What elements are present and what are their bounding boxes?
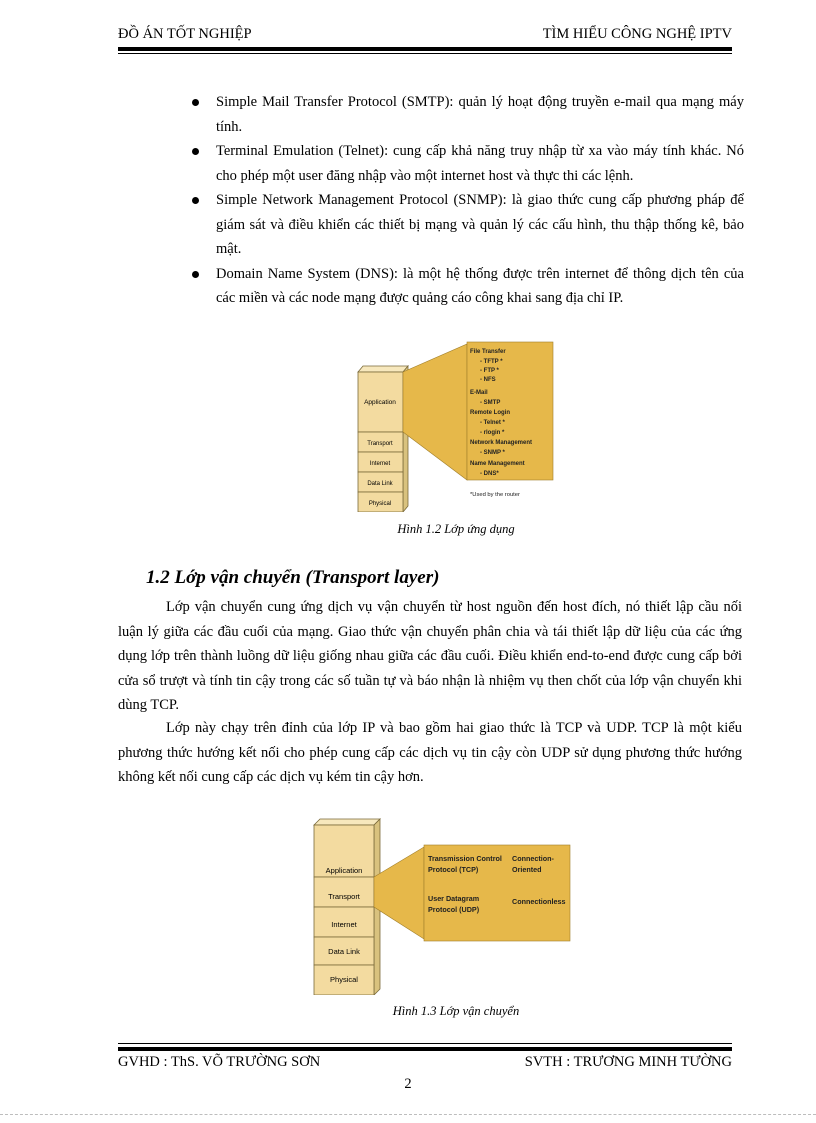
layer-label: Transport (328, 892, 360, 901)
panel-line: Network Management (470, 440, 533, 446)
panel-line: Remote Login (470, 410, 510, 416)
layer-label: Internet (369, 461, 391, 467)
udp-label: User Datagram (428, 894, 480, 903)
section-heading: 1.2 Lớp vận chuyển (Transport layer) (146, 567, 440, 588)
header-title-left: ĐỒ ÁN TỐT NGHIỆP (118, 26, 252, 42)
panel-line: E-Mail (470, 390, 488, 396)
bullet-icon (192, 197, 199, 204)
layer-label: Physical (368, 501, 392, 507)
tcp-label: Transmission Control (428, 854, 502, 863)
footer-advisor: GVHD : ThS. VÕ TRƯỜNG SƠN (118, 1054, 321, 1070)
header-rule-thin (118, 53, 732, 54)
figure-caption: Hình 1.2 Lớp ứng dụng (397, 522, 515, 536)
application-layer-figure (355, 340, 555, 512)
bullet-icon (192, 271, 199, 278)
panel-line: - DNS* (480, 471, 499, 477)
layer-label: Application (364, 399, 396, 406)
footer-student: SVTH : TRƯƠNG MINH TƯỜNG (524, 1054, 732, 1070)
page-header (118, 26, 732, 44)
panel-line: - rlogin * (480, 430, 505, 436)
layer-label: Application (325, 866, 363, 875)
tcp-label: Protocol (TCP) (428, 865, 479, 874)
list-item: Domain Name System (DNS): là một hệ thống được trên internet để thông dịch tên của các miền và các node mạng được quảng cáo công khai sang địa chỉ IP. (190, 262, 744, 311)
udp-type-label: Connectionless (512, 897, 566, 906)
layer-stack (314, 819, 380, 995)
list-item: Simple Mail Transfer Protocol (SMTP): quản lý hoạt động truyền e-mail qua mạng máy tính. (190, 90, 744, 139)
body-paragraph: Lớp vận chuyển cung ứng dịch vụ vận chuyển từ host nguồn đến host đích, nó thiết lập cầu nối luận lý giữa các đầu cuối của mạng. Giao thức vận chuyển phân chia và tái thiết lập dữ liệu của các ứng dụng lớp trên thành luồng dữ liệu giống nhau giữa các đầu cuối. Điều khiển end-to-end được cung cấp bởi cửa sổ trượt và tính tin cậy trong các số tuần tự và báo nhận là nhiệm vụ then chốt của lớp vận chuyển khi dùng TCP. (118, 599, 742, 713)
layer-label: Data Link (367, 481, 393, 487)
expansion-wedge (374, 847, 424, 939)
bullet-icon (192, 99, 199, 106)
header-title-right: TÌM HIỂU CÔNG NGHỆ IPTV (542, 26, 732, 42)
footer-rule (118, 1047, 732, 1051)
footer-rule-thin (118, 1043, 732, 1044)
panel-line: - NFS (480, 377, 496, 383)
page-break-line (0, 1114, 816, 1115)
list-item: Simple Network Management Protocol (SNMP): là giao thức cung cấp phương pháp để giám sát và điều khiển các thiết bị mạng và quản lý các cấu hình, thu thập thống kê, bảo mật. (190, 188, 744, 262)
layer-label: Physical (330, 975, 358, 984)
panel-line: File Transfer (470, 349, 506, 355)
list-item: Terminal Emulation (Telnet): cung cấp khả năng truy nhập từ xa vào máy tính khác. Nó cho phép một user đăng nhập vào một internet host và thực thi các lệnh. (190, 139, 744, 188)
expansion-wedge (403, 344, 467, 480)
tcp-type-label: Connection- (512, 854, 554, 863)
udp-label: Protocol (UDP) (428, 905, 480, 914)
header-rule (118, 47, 732, 51)
bullet-icon (192, 148, 199, 155)
layer-stack (358, 366, 408, 512)
panel-line: Name Management (470, 461, 525, 467)
panel-line: - TFTP * (480, 359, 503, 365)
page-number: 2 (404, 1076, 412, 1092)
tcp-type-label: Oriented (512, 865, 542, 874)
body-paragraph: Lớp này chạy trên đỉnh của lớp IP và bao gồm hai giao thức là TCP và UDP. TCP là một kiểu phương thức hướng kết nối cho phép cung cấp các dịch vụ tin cậy còn UDP sử dụng phương thức hướng không kết nối cung cấp các dịch vụ kém tin cậy hơn. (118, 720, 742, 785)
layer-label: Internet (331, 920, 357, 929)
panel-line: - SNMP * (480, 450, 505, 456)
panel-line: - FTP * (480, 368, 499, 374)
router-note: *Used by the router (470, 492, 520, 498)
figure-caption: Hình 1.3 Lớp vận chuyển (392, 1004, 520, 1018)
panel-line: - Telnet * (480, 420, 505, 426)
layer-label: Transport (367, 441, 393, 447)
transport-layer-figure (312, 815, 574, 995)
panel-line: - SMTP (480, 400, 501, 406)
layer-label: Data Link (328, 947, 360, 956)
protocol-bullet-list (190, 90, 744, 311)
